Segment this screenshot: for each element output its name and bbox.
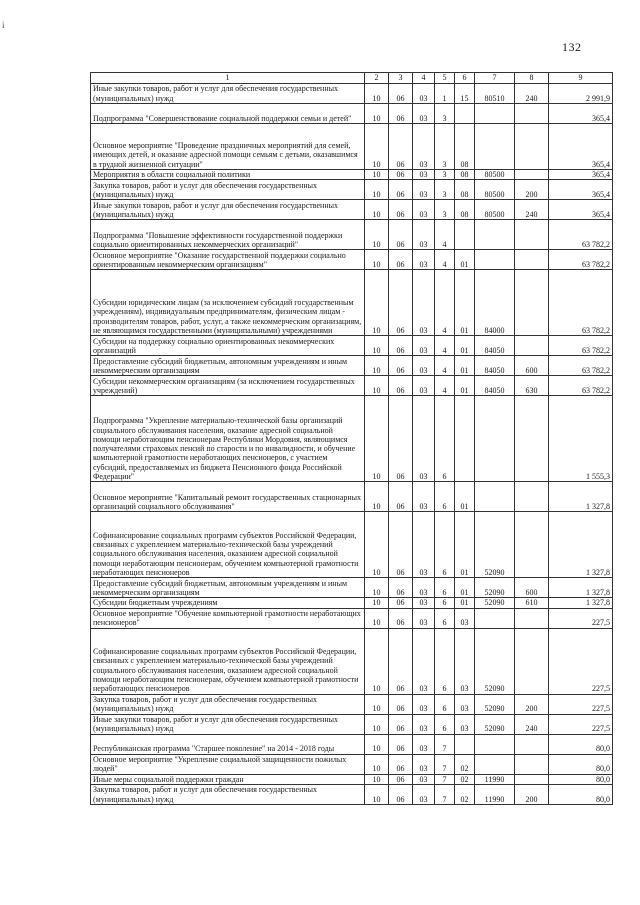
code-event-cell [455, 104, 475, 124]
item-name-cell: Субсидии бюджетным учреждениям [91, 598, 365, 608]
code-direction-cell: 84050 [475, 376, 515, 396]
table-row [91, 104, 613, 124]
code-direction-cell: 52090 [475, 598, 515, 608]
code-program-cell: 03 [413, 628, 435, 694]
code-subprogram-cell: 4 [435, 270, 455, 336]
code-program-cell: 03 [413, 180, 435, 200]
code-expense-type-cell [515, 336, 549, 356]
code-program-cell: 03 [413, 482, 435, 512]
code-subsection-cell: 06 [389, 336, 413, 356]
code-direction-cell: 80510 [475, 84, 515, 104]
amount-cell: 63 782,2 [549, 376, 613, 396]
code-expense-type-cell [515, 774, 549, 784]
code-subsection-cell: 06 [389, 734, 413, 754]
code-subprogram-cell: 3 [435, 170, 455, 180]
code-program-cell: 03 [413, 356, 435, 376]
code-section-cell: 10 [365, 598, 389, 608]
code-direction-cell: 52090 [475, 628, 515, 694]
amount-cell: 1 327,8 [549, 482, 613, 512]
code-section-cell: 10 [365, 714, 389, 734]
item-name-cell: Подпрограмма "Совершенствование социальной поддержки семьи и детей" [91, 104, 365, 124]
code-section-cell: 10 [365, 124, 389, 170]
table-row [91, 774, 613, 784]
code-event-cell: 03 [455, 608, 475, 628]
header-cell: 2 [365, 73, 389, 84]
table-row [91, 628, 613, 694]
code-event-cell: 03 [455, 628, 475, 694]
table-row [91, 784, 613, 804]
code-subsection-cell: 06 [389, 84, 413, 104]
code-program-cell: 03 [413, 512, 435, 578]
code-program-cell: 03 [413, 124, 435, 170]
table-row [91, 694, 613, 714]
page-number: 132 [562, 40, 582, 54]
code-event-cell: 08 [455, 180, 475, 200]
code-event-cell: 01 [455, 270, 475, 336]
item-name-cell: Субсидии некоммерческим организациям (за исключением государственных учреждений) [91, 376, 365, 396]
code-program-cell: 03 [413, 200, 435, 220]
item-name-cell: Предоставление субсидий бюджетным, автономным учреждениям и иным некоммерческим организациям [91, 356, 365, 376]
item-name-cell: Основное мероприятие "Капитальный ремонт государственных стационарных организаций социального обслуживания" [91, 482, 365, 512]
amount-cell: 1 327,8 [549, 598, 613, 608]
item-name-cell: Республиканская программа "Старшее поколение" на 2014 - 2018 годы [91, 734, 365, 754]
table-row [91, 714, 613, 734]
item-name-cell: Иные закупки товаров, работ и услуг для обеспечения государственных (муниципальных) нужд [91, 714, 365, 734]
item-name-cell: Основное мероприятие "Проведение праздничных мероприятий для семей, имеющих детей, и оказание адресной помощи семьям с детьми, оказавшимся в трудной жизненной ситуации" [91, 124, 365, 170]
code-direction-cell [475, 396, 515, 482]
code-section-cell: 10 [365, 270, 389, 336]
amount-cell: 227,5 [549, 628, 613, 694]
item-name-cell: Основное мероприятие "Оказание государственной поддержки социально ориентированным некоммерческим организациям" [91, 250, 365, 270]
table-row [91, 200, 613, 220]
table-row [91, 84, 613, 104]
amount-cell: 1 555,3 [549, 396, 613, 482]
item-name-cell: Подпрограмма "Укрепление материально-технической базы организаций социального обслуживания населения, оказание адресной социальной помощи неработающим пенсионерам Республики Мордовия, являющимся получателями страховых пенсий по старости и по инвалидности, и обучение компьютерной грамотности неработающих пенсионеров, с участием субсидий, предоставляемых из бюджета Пенсионного фонда Российской Федерации" [91, 396, 365, 482]
code-subprogram-cell: 7 [435, 774, 455, 784]
header-cell: 7 [475, 73, 515, 84]
amount-cell: 63 782,2 [549, 336, 613, 356]
code-expense-type-cell [515, 396, 549, 482]
code-direction-cell: 80500 [475, 170, 515, 180]
amount-cell: 80,0 [549, 774, 613, 784]
code-section-cell: 10 [365, 734, 389, 754]
code-subsection-cell: 06 [389, 170, 413, 180]
code-event-cell [455, 396, 475, 482]
amount-cell: 365,4 [549, 200, 613, 220]
code-program-cell: 03 [413, 104, 435, 124]
item-name-cell: Иные меры социальной поддержки граждан [91, 774, 365, 784]
code-event-cell: 02 [455, 784, 475, 804]
code-section-cell: 10 [365, 104, 389, 124]
code-program-cell: 03 [413, 578, 435, 598]
code-expense-type-cell [515, 512, 549, 578]
code-subsection-cell: 06 [389, 104, 413, 124]
margin-mark: i [2, 20, 5, 30]
code-direction-cell: 11990 [475, 774, 515, 784]
code-expense-type-cell [515, 124, 549, 170]
code-subprogram-cell: 7 [435, 754, 455, 774]
code-subsection-cell: 06 [389, 250, 413, 270]
amount-cell: 365,4 [549, 180, 613, 200]
code-subprogram-cell: 3 [435, 124, 455, 170]
code-section-cell: 10 [365, 482, 389, 512]
code-subprogram-cell: 6 [435, 608, 455, 628]
item-name-cell: Софинансирование социальных программ субъектов Российской Федерации, связанных с укреплением материально-технической базы учреждений социального обслуживания населения, оказанием адресной социальной помощи неработающим пенсионерам, обучением компьютерной грамотности неработающих пенсионеров [91, 628, 365, 694]
code-expense-type-cell: 240 [515, 200, 549, 220]
code-event-cell: 08 [455, 170, 475, 180]
code-subsection-cell: 06 [389, 482, 413, 512]
code-event-cell: 02 [455, 774, 475, 784]
code-subsection-cell: 06 [389, 356, 413, 376]
code-event-cell [455, 734, 475, 754]
code-section-cell: 10 [365, 628, 389, 694]
code-expense-type-cell [515, 734, 549, 754]
table-row [91, 124, 613, 170]
code-event-cell: 08 [455, 200, 475, 220]
code-subprogram-cell: 6 [435, 598, 455, 608]
code-expense-type-cell [515, 250, 549, 270]
amount-cell: 1 327,8 [549, 578, 613, 598]
code-event-cell: 01 [455, 356, 475, 376]
header-cell: 5 [435, 73, 455, 84]
code-subsection-cell: 06 [389, 220, 413, 250]
code-direction-cell: 80500 [475, 180, 515, 200]
header-cell: 8 [515, 73, 549, 84]
code-program-cell: 03 [413, 598, 435, 608]
code-subprogram-cell: 7 [435, 734, 455, 754]
amount-cell: 63 782,2 [549, 220, 613, 250]
code-subsection-cell: 06 [389, 784, 413, 804]
item-name-cell: Мероприятия в области социальной политики [91, 170, 365, 180]
item-name-cell: Закупка товаров, работ и услуг для обеспечения государственных (муниципальных) нужд [91, 784, 365, 804]
code-event-cell: 01 [455, 578, 475, 598]
code-subprogram-cell: 6 [435, 628, 455, 694]
item-name-cell: Софинансирование социальных программ субъектов Российской Федерации, связанных с укреплением материально-технической базы учреждений социального обслуживания населения, оказанием адресной социальной помощи неработающим пенсионерам, обучением компьютерной грамотности неработающих пенсионеров [91, 512, 365, 578]
code-expense-type-cell: 610 [515, 598, 549, 608]
code-subsection-cell: 06 [389, 512, 413, 578]
code-program-cell: 03 [413, 754, 435, 774]
code-expense-type-cell [515, 104, 549, 124]
code-event-cell: 01 [455, 336, 475, 356]
amount-cell: 80,0 [549, 734, 613, 754]
code-event-cell [455, 220, 475, 250]
code-section-cell: 10 [365, 200, 389, 220]
table-row [91, 578, 613, 598]
code-expense-type-cell [515, 754, 549, 774]
code-subprogram-cell: 6 [435, 512, 455, 578]
code-section-cell: 10 [365, 774, 389, 784]
code-expense-type-cell: 200 [515, 180, 549, 200]
table-row [91, 598, 613, 608]
table-row [91, 734, 613, 754]
code-section-cell: 10 [365, 170, 389, 180]
code-program-cell: 03 [413, 84, 435, 104]
amount-cell: 365,4 [549, 104, 613, 124]
code-subsection-cell: 06 [389, 754, 413, 774]
code-event-cell: 08 [455, 124, 475, 170]
amount-cell: 80,0 [549, 754, 613, 774]
code-expense-type-cell: 240 [515, 714, 549, 734]
code-subprogram-cell: 3 [435, 200, 455, 220]
code-subprogram-cell: 4 [435, 336, 455, 356]
code-direction-cell: 84050 [475, 336, 515, 356]
code-program-cell: 03 [413, 220, 435, 250]
code-event-cell: 01 [455, 250, 475, 270]
code-subprogram-cell: 4 [435, 356, 455, 376]
amount-cell: 2 991,9 [549, 84, 613, 104]
item-name-cell: Иные закупки товаров, работ и услуг для обеспечения государственных (муниципальных) нужд [91, 84, 365, 104]
code-program-cell: 03 [413, 734, 435, 754]
code-subsection-cell: 06 [389, 694, 413, 714]
code-expense-type-cell: 600 [515, 356, 549, 376]
code-direction-cell: 80500 [475, 200, 515, 220]
code-program-cell: 03 [413, 336, 435, 356]
code-direction-cell [475, 124, 515, 170]
table-row [91, 376, 613, 396]
code-direction-cell: 52090 [475, 512, 515, 578]
code-direction-cell: 84050 [475, 356, 515, 376]
code-expense-type-cell [515, 608, 549, 628]
code-subprogram-cell: 6 [435, 396, 455, 482]
amount-cell: 227,5 [549, 608, 613, 628]
header-cell: 9 [549, 73, 613, 84]
code-section-cell: 10 [365, 376, 389, 396]
code-expense-type-cell: 600 [515, 578, 549, 598]
item-name-cell: Закупка товаров, работ и услуг для обеспечения государственных (муниципальных) нужд [91, 180, 365, 200]
item-name-cell: Субсидии юридическим лицам (за исключением субсидий государственным учреждениям), индивидуальным предпринимателям, физическим лицам - производителям товаров, работ, услуг, а также некоммерческим организациям, не являющимся государственными (муниципальными) учреждениями [91, 270, 365, 336]
code-section-cell: 10 [365, 578, 389, 598]
amount-cell: 227,5 [549, 714, 613, 734]
code-expense-type-cell [515, 270, 549, 336]
amount-cell: 80,0 [549, 784, 613, 804]
table-body [91, 84, 613, 805]
code-section-cell: 10 [365, 694, 389, 714]
code-program-cell: 03 [413, 396, 435, 482]
code-direction-cell [475, 608, 515, 628]
code-direction-cell: 84000 [475, 270, 515, 336]
code-expense-type-cell: 630 [515, 376, 549, 396]
code-subsection-cell: 06 [389, 774, 413, 784]
code-expense-type-cell [515, 170, 549, 180]
item-name-cell: Иные закупки товаров, работ и услуг для обеспечения государственных (муниципальных) нужд [91, 200, 365, 220]
item-name-cell: Подпрограмма "Повышение эффективности государственной поддержки социально ориентированных некоммерческих организаций" [91, 220, 365, 250]
code-direction-cell: 11990 [475, 784, 515, 804]
code-section-cell: 10 [365, 608, 389, 628]
code-program-cell: 03 [413, 714, 435, 734]
code-subprogram-cell: 1 [435, 84, 455, 104]
code-section-cell: 10 [365, 84, 389, 104]
code-event-cell: 01 [455, 482, 475, 512]
item-name-cell: Закупка товаров, работ и услуг для обеспечения государственных (муниципальных) нужд [91, 694, 365, 714]
code-subsection-cell: 06 [389, 200, 413, 220]
code-expense-type-cell [515, 220, 549, 250]
item-name-cell: Основное мероприятие "Обучение компьютерной грамотности неработающих пенсионеров" [91, 608, 365, 628]
code-subsection-cell: 06 [389, 180, 413, 200]
code-subprogram-cell: 3 [435, 104, 455, 124]
code-event-cell: 02 [455, 754, 475, 774]
code-direction-cell [475, 754, 515, 774]
code-program-cell: 03 [413, 774, 435, 784]
item-name-cell: Субсидии на поддержку социально ориентированных некоммерческих организаций [91, 336, 365, 356]
code-subsection-cell: 06 [389, 598, 413, 608]
code-section-cell: 10 [365, 784, 389, 804]
code-program-cell: 03 [413, 784, 435, 804]
code-subprogram-cell: 3 [435, 180, 455, 200]
table-row [91, 482, 613, 512]
code-subsection-cell: 06 [389, 578, 413, 598]
code-subprogram-cell: 4 [435, 250, 455, 270]
item-name-cell: Предоставление субсидий бюджетным, автономным учреждениям и иным некоммерческим организациям [91, 578, 365, 598]
code-direction-cell [475, 250, 515, 270]
table-row [91, 356, 613, 376]
code-subsection-cell: 06 [389, 608, 413, 628]
table-row [91, 754, 613, 774]
code-subsection-cell: 06 [389, 270, 413, 336]
code-direction-cell [475, 482, 515, 512]
code-direction-cell [475, 220, 515, 250]
code-subprogram-cell: 6 [435, 482, 455, 512]
header-cell: 4 [413, 73, 435, 84]
code-subprogram-cell: 4 [435, 220, 455, 250]
code-event-cell: 03 [455, 694, 475, 714]
code-section-cell: 10 [365, 336, 389, 356]
amount-cell: 63 782,2 [549, 250, 613, 270]
code-program-cell: 03 [413, 608, 435, 628]
code-direction-cell [475, 734, 515, 754]
code-subsection-cell: 06 [389, 396, 413, 482]
code-subsection-cell: 06 [389, 628, 413, 694]
header-cell: 3 [389, 73, 413, 84]
table-row [91, 180, 613, 200]
code-subsection-cell: 06 [389, 124, 413, 170]
amount-cell: 365,4 [549, 124, 613, 170]
code-section-cell: 10 [365, 512, 389, 578]
code-subprogram-cell: 6 [435, 694, 455, 714]
code-event-cell: 01 [455, 512, 475, 578]
table-row [91, 512, 613, 578]
amount-cell: 63 782,2 [549, 356, 613, 376]
code-direction-cell [475, 104, 515, 124]
code-section-cell: 10 [365, 356, 389, 376]
header-cell: 1 [91, 73, 365, 84]
code-subprogram-cell: 7 [435, 784, 455, 804]
code-event-cell: 15 [455, 84, 475, 104]
code-section-cell: 10 [365, 754, 389, 774]
code-expense-type-cell: 200 [515, 784, 549, 804]
amount-cell: 227,5 [549, 694, 613, 714]
code-expense-type-cell: 240 [515, 84, 549, 104]
code-event-cell: 03 [455, 714, 475, 734]
item-name-cell: Основное мероприятие "Укрепление социальной защищенности пожилых людей" [91, 754, 365, 774]
code-subsection-cell: 06 [389, 376, 413, 396]
code-section-cell: 10 [365, 180, 389, 200]
code-direction-cell: 52090 [475, 694, 515, 714]
table-row [91, 608, 613, 628]
table-row [91, 170, 613, 180]
code-subprogram-cell: 4 [435, 376, 455, 396]
budget-table [90, 72, 613, 805]
code-expense-type-cell [515, 628, 549, 694]
amount-cell: 1 327,8 [549, 512, 613, 578]
code-section-cell: 10 [365, 220, 389, 250]
table-row [91, 270, 613, 336]
code-expense-type-cell [515, 482, 549, 512]
code-event-cell: 01 [455, 598, 475, 608]
amount-cell: 365,4 [549, 170, 613, 180]
code-subsection-cell: 06 [389, 714, 413, 734]
code-expense-type-cell: 200 [515, 694, 549, 714]
table-row [91, 220, 613, 250]
code-program-cell: 03 [413, 376, 435, 396]
table-row [91, 250, 613, 270]
code-program-cell: 03 [413, 694, 435, 714]
code-program-cell: 03 [413, 170, 435, 180]
code-direction-cell: 52090 [475, 578, 515, 598]
code-section-cell: 10 [365, 396, 389, 482]
table-row [91, 336, 613, 356]
code-direction-cell: 52090 [475, 714, 515, 734]
code-section-cell: 10 [365, 250, 389, 270]
code-program-cell: 03 [413, 270, 435, 336]
code-subprogram-cell: 6 [435, 578, 455, 598]
code-program-cell: 03 [413, 250, 435, 270]
header-cell: 6 [455, 73, 475, 84]
code-event-cell: 01 [455, 376, 475, 396]
table-header-row [91, 73, 613, 84]
table-row [91, 396, 613, 482]
code-subprogram-cell: 6 [435, 714, 455, 734]
amount-cell: 63 782,2 [549, 270, 613, 336]
